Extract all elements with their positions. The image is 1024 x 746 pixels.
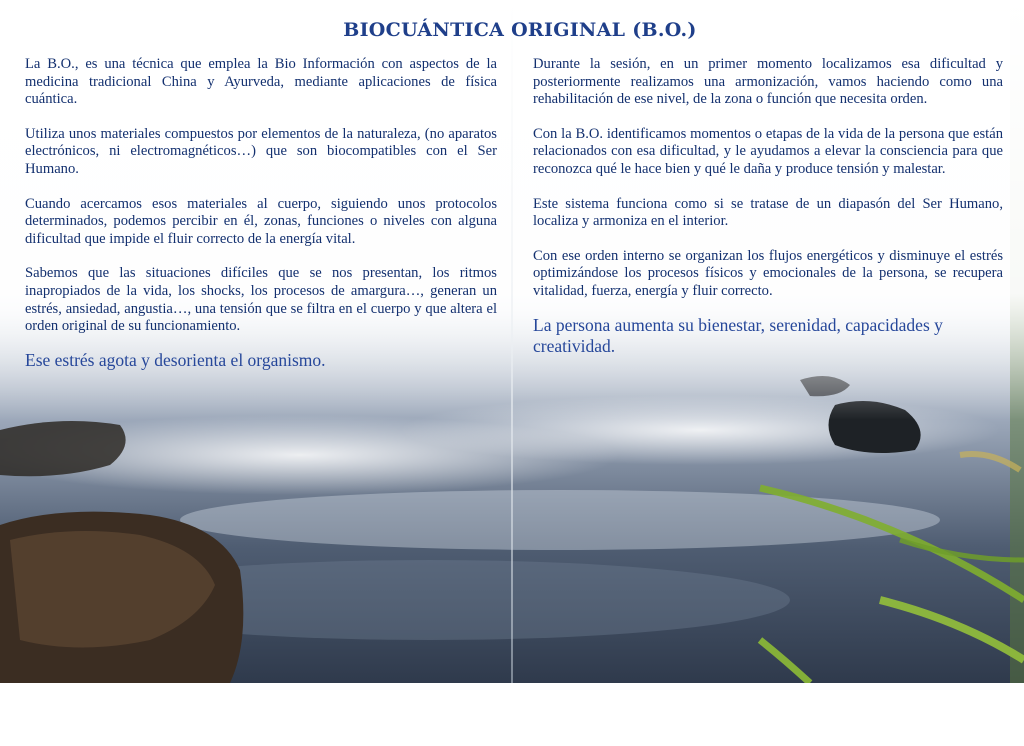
center-fold — [511, 0, 513, 683]
left-paragraph-1: La B.O., es una técnica que emplea la Bio Información con aspectos de la medicina tradicional China y Ayurveda, mediante aplicaciones de física cuántica. — [25, 56, 497, 108]
right-paragraph-4: Con ese orden interno se organizan los flujos energéticos y disminuye el estrés optimizándose los procesos físicos y emocionales de la persona, se recupera vitalidad, fuerza, energía y fluir correcto. — [533, 247, 1003, 299]
left-paragraph-2: Utiliza unos materiales compuestos por elementos de la naturaleza, (no aparatos electrónicos, ni electromagnéticos…) que son biocompatibles con el Ser Humano. — [25, 125, 497, 177]
right-paragraph-3: Este sistema funciona como si se tratase de un diapasón del Ser Humano, localiza y armoniza en el interior. — [533, 195, 1003, 230]
left-column — [25, 56, 497, 388]
right-paragraph-1: Durante la sesión, en un primer momento localizamos esa dificultad y posteriormente realizamos una armonización, vamos haciendo como una rehabilitación de ese nivel, de la zona o función que necesita orden. — [533, 56, 1003, 108]
right-column — [533, 56, 1003, 374]
page-title: BIOCUÁNTICA ORIGINAL (B.O.) — [343, 19, 697, 41]
left-paragraph-3: Cuando acercamos esos materiales al cuerpo, siguiendo unos protocolos determinados, podemos percibir en él, zonas, funciones o niveles con alguna dificultad que impide el fluir correcto de la energía vital. — [25, 195, 497, 247]
left-paragraph-4: Sabemos que las situaciones difíciles que se nos presentan, los ritmos inapropiados de la vida, los shocks, los procesos de amargura…, generan un estrés, ansiedad, angustia…, una tensión que se filtra en el cuerpo y que altera el orden original de su funcionamiento. — [25, 265, 497, 335]
page-margin — [0, 683, 1024, 746]
left-closing-statement: Ese estrés agota y desorienta el organismo. — [25, 349, 326, 370]
right-closing-statement: La persona aumenta su bienestar, serenidad, capacidades y creatividad. — [533, 314, 943, 356]
right-paragraph-2: Con la B.O. identificamos momentos o etapas de la vida de la persona que están relacionados con esa dificultad, y le ayudamos a elevar la consciencia para que reconozca qué le hace bien y qué le daña y produce tensión y malestar. — [533, 125, 1003, 177]
